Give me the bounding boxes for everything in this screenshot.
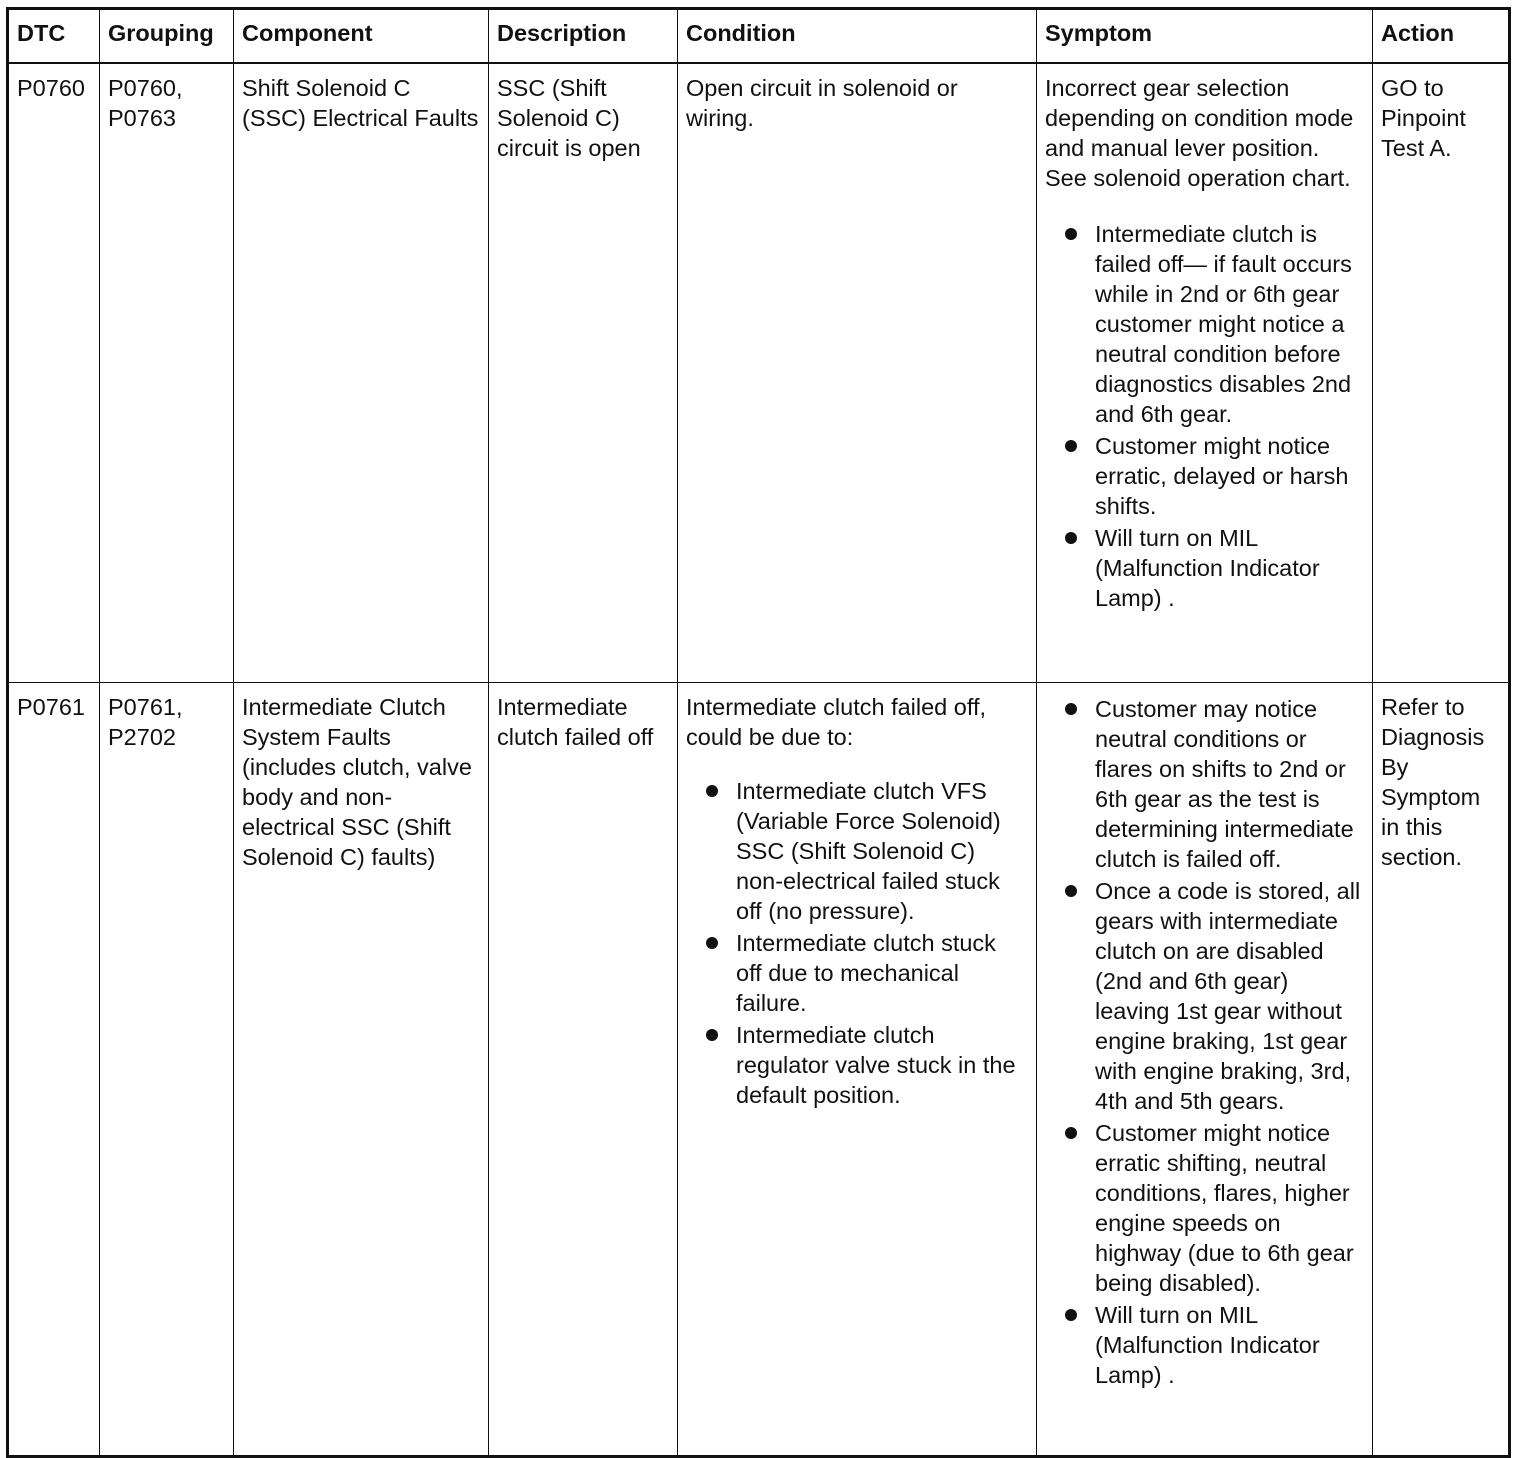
list-item: [1045, 694, 1364, 874]
bullet-icon: [1065, 1127, 1077, 1139]
bullet-icon: [1065, 703, 1077, 715]
bullet-icon: [1065, 885, 1077, 897]
list-item: [1045, 1300, 1364, 1390]
list-item: [686, 928, 1028, 1018]
condition-text: Open circuit in solenoid or wiring.: [686, 75, 958, 131]
list-item-text: Once a code is stored, all gears with intermediate clutch on are disabled (2nd and 6th gear) leaving 1st gear without engine braking, 1st gear with engine braking, 3rd, 4th and 5th gears.: [1095, 877, 1361, 1114]
header-symptom: Symptom: [1037, 9, 1373, 64]
header-description: Description: [489, 9, 678, 64]
cell-symptom: [1037, 682, 1373, 1456]
list-item-text: Intermediate clutch regulator valve stuck in the default position.: [736, 1021, 1016, 1108]
symptom-intro: Incorrect gear selection depending on condition mode and manual lever position. See solenoid operation chart.: [1045, 75, 1354, 191]
symptom-list: [1045, 219, 1364, 613]
list-item: [1045, 523, 1364, 613]
table-row: [8, 682, 1510, 1456]
list-item: [1045, 876, 1364, 1116]
cell-description: Intermediate clutch failed off: [489, 682, 678, 1456]
cell-description: SSC (Shift Solenoid C) circuit is open: [489, 63, 678, 682]
header-action: Action: [1373, 9, 1510, 64]
header-grouping: Grouping: [100, 9, 234, 64]
condition-list: [686, 776, 1028, 1110]
list-item: [1045, 219, 1364, 429]
header-condition: Condition: [678, 9, 1037, 64]
cell-condition: [678, 63, 1037, 682]
list-item-text: Intermediate clutch is failed off— if fault occurs while in 2nd or 6th gear customer might notice a neutral condition before diagnostics disables 2nd and 6th gear.: [1095, 221, 1352, 427]
header-component: Component: [234, 9, 489, 64]
cell-symptom: [1037, 63, 1373, 682]
cell-dtc: P0760: [8, 63, 100, 682]
list-item-text: Will turn on MIL (Malfunction Indicator Lamp) .: [1095, 1301, 1320, 1388]
dtc-table: [6, 7, 1511, 1458]
list-item-text: Customer might notice erratic, delayed or harsh shifts.: [1095, 433, 1349, 519]
cell-grouping: P0760, P0763: [100, 63, 234, 682]
cell-dtc: P0761: [8, 682, 100, 1456]
list-item-text: Will turn on MIL (Malfunction Indicator Lamp) .: [1095, 525, 1320, 611]
bullet-icon: [1065, 532, 1077, 544]
cell-component: Intermediate Clutch System Faults (includes clutch, valve body and non-electrical SSC (Shift Solenoid C) faults): [234, 682, 489, 1456]
bullet-icon: [706, 785, 718, 797]
condition-intro: Intermediate clutch failed off, could be due to:: [686, 693, 987, 750]
bullet-icon: [1065, 440, 1077, 452]
list-item-text: Customer may notice neutral conditions or flares on shifts to 2nd or 6th gear as the test is determining intermediate clutch is failed off.: [1095, 695, 1354, 872]
list-item: [1045, 431, 1364, 521]
header-row: [8, 9, 1510, 64]
list-item: [1045, 1118, 1364, 1298]
list-item-text: Intermediate clutch VFS (Variable Force Solenoid) SSC (Shift Solenoid C) non-electrical failed stuck off (no pressure).: [736, 777, 1001, 924]
list-item: [686, 776, 1028, 926]
list-item-text: Customer might notice erratic shifting, neutral conditions, flares, higher engine speeds on highway (due to 6th gear being disabled).: [1095, 1119, 1354, 1296]
list-item: [686, 1020, 1028, 1110]
symptom-list: [1045, 694, 1364, 1390]
bullet-icon: [1065, 228, 1077, 240]
cell-component: Shift Solenoid C (SSC) Electrical Faults: [234, 63, 489, 682]
cell-grouping: P0761, P2702: [100, 682, 234, 1456]
header-dtc: DTC: [8, 9, 100, 64]
table-row: [8, 63, 1510, 682]
bullet-icon: [706, 937, 718, 949]
cell-action: GO to Pinpoint Test A.: [1373, 63, 1510, 682]
bullet-icon: [1065, 1309, 1077, 1321]
list-item-text: Intermediate clutch stuck off due to mechanical failure.: [736, 929, 996, 1016]
cell-action: Refer to Diagnosis By Symptom in this section.: [1373, 682, 1510, 1456]
bullet-icon: [706, 1029, 718, 1041]
cell-condition: [678, 682, 1037, 1456]
